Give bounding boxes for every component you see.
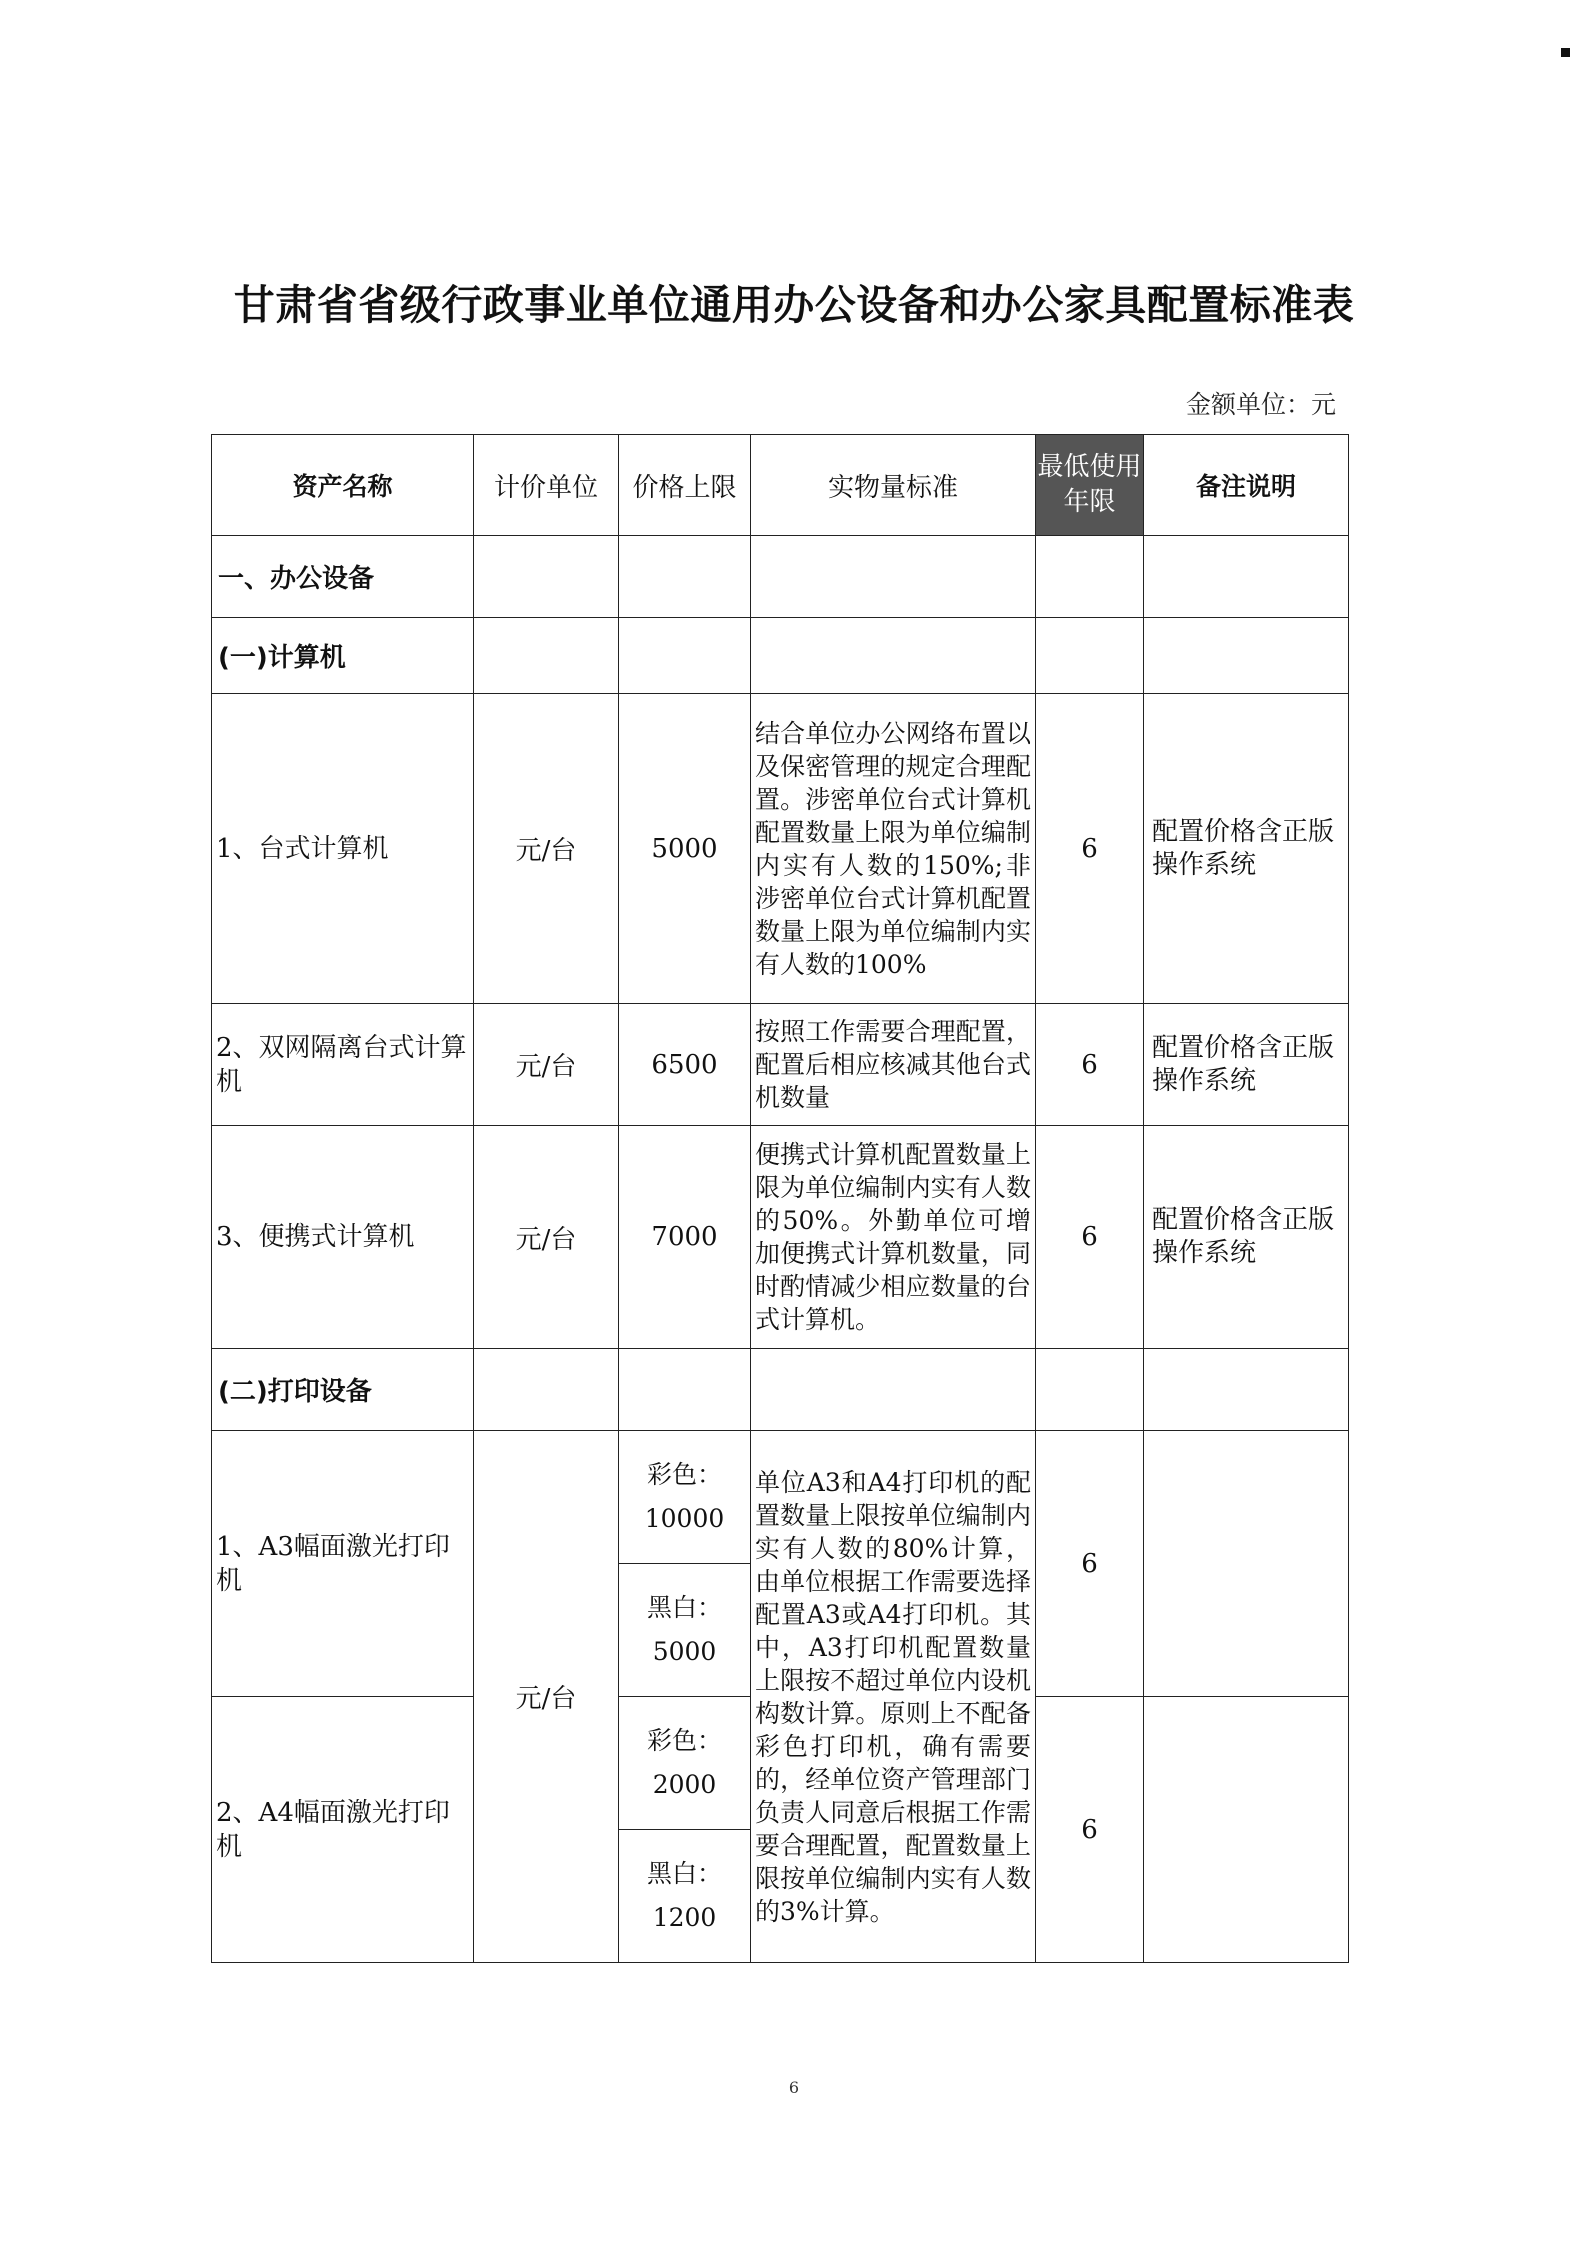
quantity-standard: 按照工作需要合理配置，配置后相应核减其他台式机数量 [751, 1004, 1036, 1126]
price-bw-label: 黑白： [646, 1593, 722, 1622]
corner-mark [1561, 48, 1570, 57]
header-quantity-standard: 实物量标准 [751, 435, 1036, 536]
price-color-value: 10000 [644, 1504, 725, 1533]
amount-unit-note: 金额单位：元 [1185, 390, 1336, 419]
price-color [619, 1697, 751, 1830]
price-color-value: 2000 [652, 1770, 717, 1799]
remark [1144, 1697, 1349, 1963]
table-row [212, 1004, 1349, 1126]
price-color [619, 1431, 751, 1564]
min-years: 6 [1036, 1004, 1144, 1126]
empty-cell [1036, 618, 1144, 694]
header-price-cap: 价格上限 [619, 435, 751, 536]
price-color-label: 彩色： [646, 1726, 722, 1755]
remark: 配置价格含正版操作系统 [1144, 1004, 1349, 1126]
empty-cell [474, 618, 619, 694]
section-computers: (一)计算机 [212, 618, 474, 694]
document-title: 甘肃省省级行政事业单位通用办公设备和办公家具配置标准表 [233, 281, 1355, 329]
table-header-row [212, 435, 1349, 536]
remark: 配置价格含正版操作系统 [1144, 694, 1349, 1004]
section-row [212, 536, 1349, 618]
asset-name: 3、便携式计算机 [212, 1126, 474, 1349]
empty-cell [751, 618, 1036, 694]
quantity-standard: 单位A3和A4打印机的配置数量上限按单位编制内实有人数的80%计算，由单位根据工作需要选择配置A3或A4打印机。其中，A3打印机配置数量上限按不超过单位内设机构数计算。原则上不配备彩色打印机，确有需要的，经单位资产管理部门负责人同意后根据工作需要合理配置，配置数量上限按单位编制内实有人数的3%计算。 [751, 1431, 1036, 1963]
empty-cell [474, 536, 619, 618]
asset-name: 1、台式计算机 [212, 694, 474, 1004]
section-row [212, 618, 1349, 694]
remark: 配置价格含正版操作系统 [1144, 1126, 1349, 1349]
table-row [212, 1126, 1349, 1349]
price-cap: 5000 [619, 694, 751, 1004]
price-bw-label: 黑白： [646, 1859, 722, 1888]
price-cap: 6500 [619, 1004, 751, 1126]
empty-cell [1036, 536, 1144, 618]
min-years: 6 [1036, 1431, 1144, 1697]
section-row [212, 1349, 1349, 1431]
min-years: 6 [1036, 694, 1144, 1004]
header-pricing-unit: 计价单位 [474, 435, 619, 536]
section-office-equipment: 一、办公设备 [212, 536, 474, 618]
quantity-standard: 便携式计算机配置数量上限为单位编制内实有人数的50%。外勤单位可增加便携式计算机数量，同时酌情减少相应数量的台式计算机。 [751, 1126, 1036, 1349]
empty-cell [474, 1349, 619, 1431]
asset-name: 2、双网隔离台式计算机 [212, 1004, 474, 1126]
table-row [212, 1431, 1349, 1564]
empty-cell [751, 536, 1036, 618]
empty-cell [619, 618, 751, 694]
table-row [212, 694, 1349, 1004]
price-bw-value: 1200 [652, 1903, 717, 1932]
empty-cell [1036, 1349, 1144, 1431]
pricing-unit: 元/台 [474, 1431, 619, 1963]
price-cap: 7000 [619, 1126, 751, 1349]
empty-cell [1144, 618, 1349, 694]
section-printers: (二)打印设备 [212, 1349, 474, 1431]
min-years: 6 [1036, 1126, 1144, 1349]
empty-cell [619, 1349, 751, 1431]
price-bw-value: 5000 [652, 1637, 717, 1666]
pricing-unit: 元/台 [474, 694, 619, 1004]
price-color-label: 彩色： [646, 1460, 722, 1489]
empty-cell [751, 1349, 1036, 1431]
quantity-standard: 结合单位办公网络布置以及保密管理的规定合理配置。涉密单位台式计算机配置数量上限为单位编制内实有人数的150%;非涉密单位台式计算机配置数量上限为单位编制内实有人数的100% [751, 694, 1036, 1004]
header-min-years: 最低使用年限 [1036, 435, 1144, 536]
pricing-unit: 元/台 [474, 1126, 619, 1349]
asset-name: 2、A4幅面激光打印机 [212, 1697, 474, 1963]
remark [1144, 1431, 1349, 1697]
empty-cell [1144, 536, 1349, 618]
price-bw [619, 1830, 751, 1963]
header-remarks: 备注说明 [1144, 435, 1349, 536]
header-asset-name: 资产名称 [212, 435, 474, 536]
empty-cell [619, 536, 751, 618]
asset-name: 1、A3幅面激光打印机 [212, 1431, 474, 1697]
pricing-unit: 元/台 [474, 1004, 619, 1126]
standards-table [211, 434, 1349, 1963]
empty-cell [1144, 1349, 1349, 1431]
min-years: 6 [1036, 1697, 1144, 1963]
price-bw [619, 1564, 751, 1697]
page-number: 6 [788, 2078, 800, 2097]
